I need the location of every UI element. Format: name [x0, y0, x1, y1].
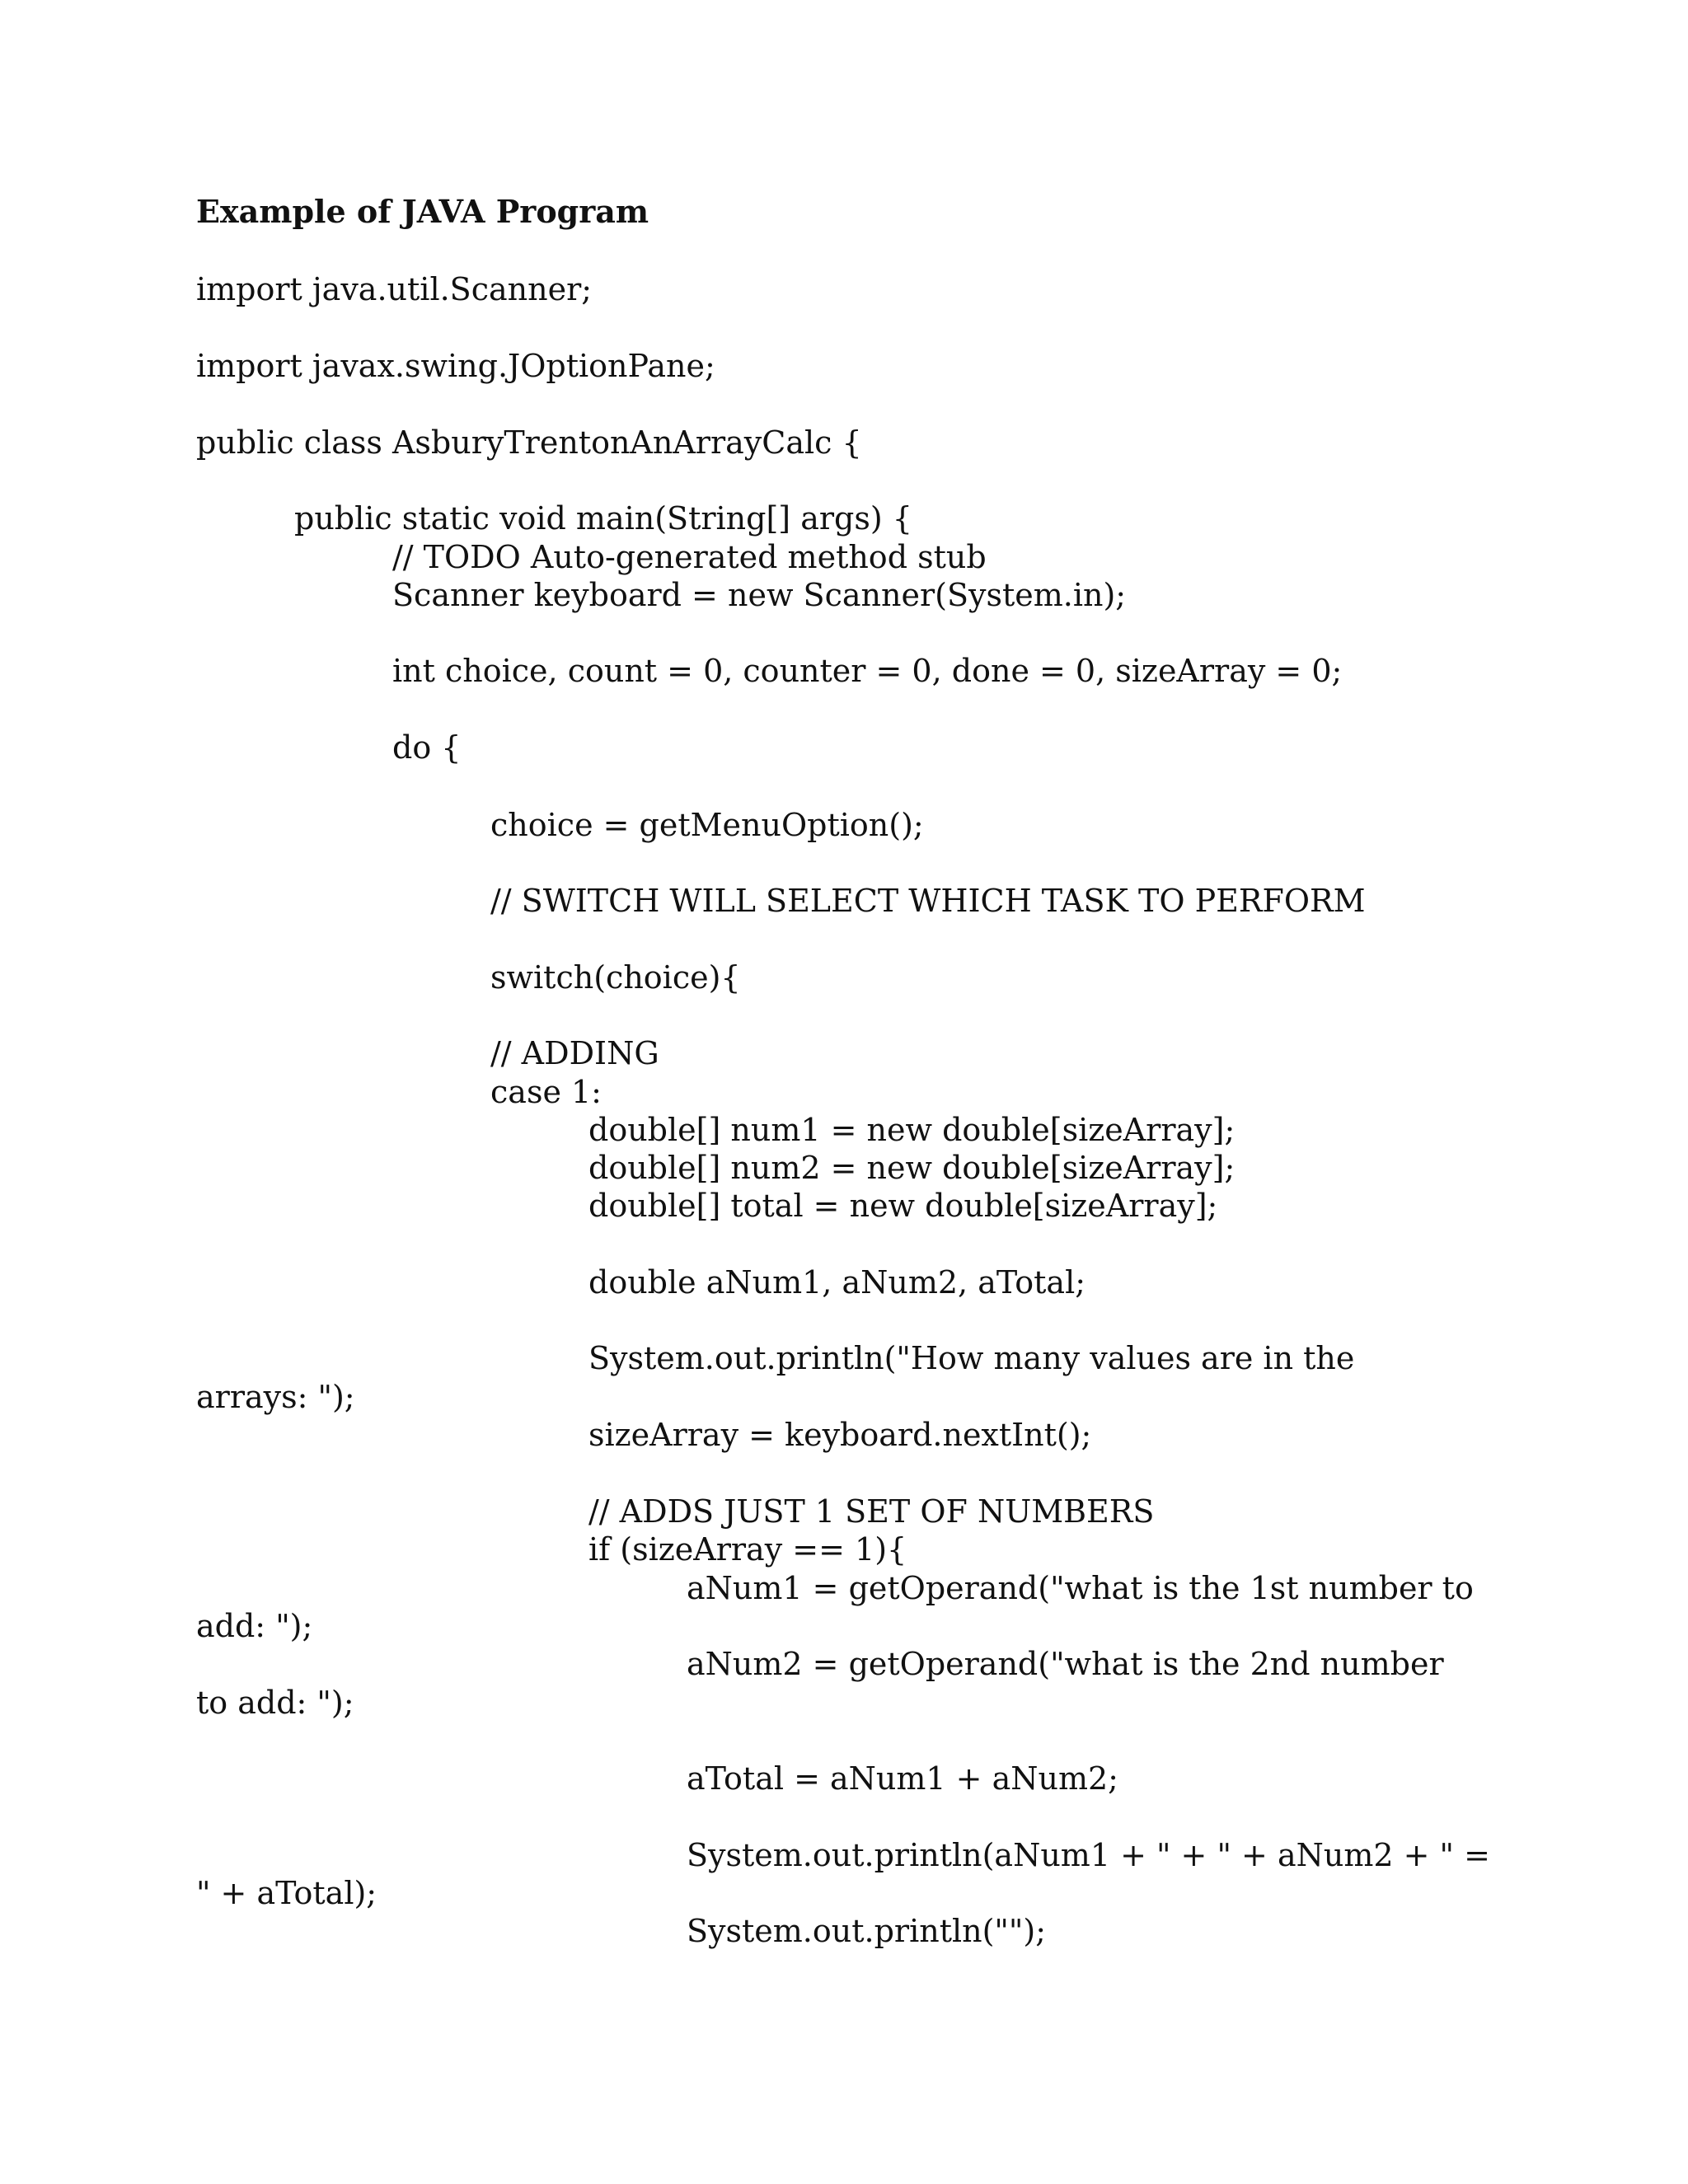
code-line: System.out.println("How many values are in the	[588, 1340, 1355, 1376]
code-line: // ADDING	[490, 1035, 659, 1071]
code-line: " + aTotal);	[196, 1875, 377, 1911]
code-line: // TODO Auto-generated method stub	[392, 539, 987, 575]
code-line: public static void main(String[] args) {	[294, 500, 912, 537]
code-line: Scanner keyboard = new Scanner(System.in);	[392, 577, 1127, 613]
code-line: // ADDS JUST 1 SET OF NUMBERS	[588, 1493, 1155, 1530]
code-line: sizeArray = keyboard.nextInt();	[588, 1417, 1092, 1453]
document-title: Example of JAVA Program	[196, 193, 649, 230]
code-line: arrays: ");	[196, 1379, 355, 1415]
code-line: aTotal = aNum1 + aNum2;	[687, 1760, 1118, 1797]
code-line: aNum1 = getOperand("what is the 1st number to	[687, 1570, 1474, 1606]
code-line: double[] num1 = new double[sizeArray];	[588, 1112, 1236, 1148]
code-line: aNum2 = getOperand("what is the 2nd number	[687, 1646, 1444, 1682]
code-line: System.out.println("");	[687, 1913, 1046, 1949]
code-line: public class AsburyTrentonAnArrayCalc {	[196, 424, 862, 461]
code-line: double[] total = new double[sizeArray];	[588, 1188, 1218, 1224]
code-line: to add: ");	[196, 1685, 354, 1721]
code-line: import javax.swing.JOptionPane;	[196, 348, 715, 384]
code-line: case 1:	[490, 1074, 602, 1110]
code-line: double aNum1, aNum2, aTotal;	[588, 1264, 1086, 1301]
code-line: import java.util.Scanner;	[196, 271, 593, 307]
code-line: if (sizeArray == 1){	[588, 1531, 907, 1568]
code-line: add: ");	[196, 1608, 313, 1644]
code-line: double[] num2 = new double[sizeArray];	[588, 1150, 1236, 1186]
code-line: do {	[392, 729, 462, 766]
code-line: switch(choice){	[490, 959, 741, 996]
code-line: choice = getMenuOption();	[490, 807, 924, 843]
code-line: int choice, count = 0, counter = 0, done = 0, sizeArray = 0;	[392, 653, 1343, 689]
code-line: // SWITCH WILL SELECT WHICH TASK TO PERFORM	[490, 883, 1366, 919]
code-line: System.out.println(aNum1 + " + " + aNum2 + " =	[687, 1837, 1490, 1873]
